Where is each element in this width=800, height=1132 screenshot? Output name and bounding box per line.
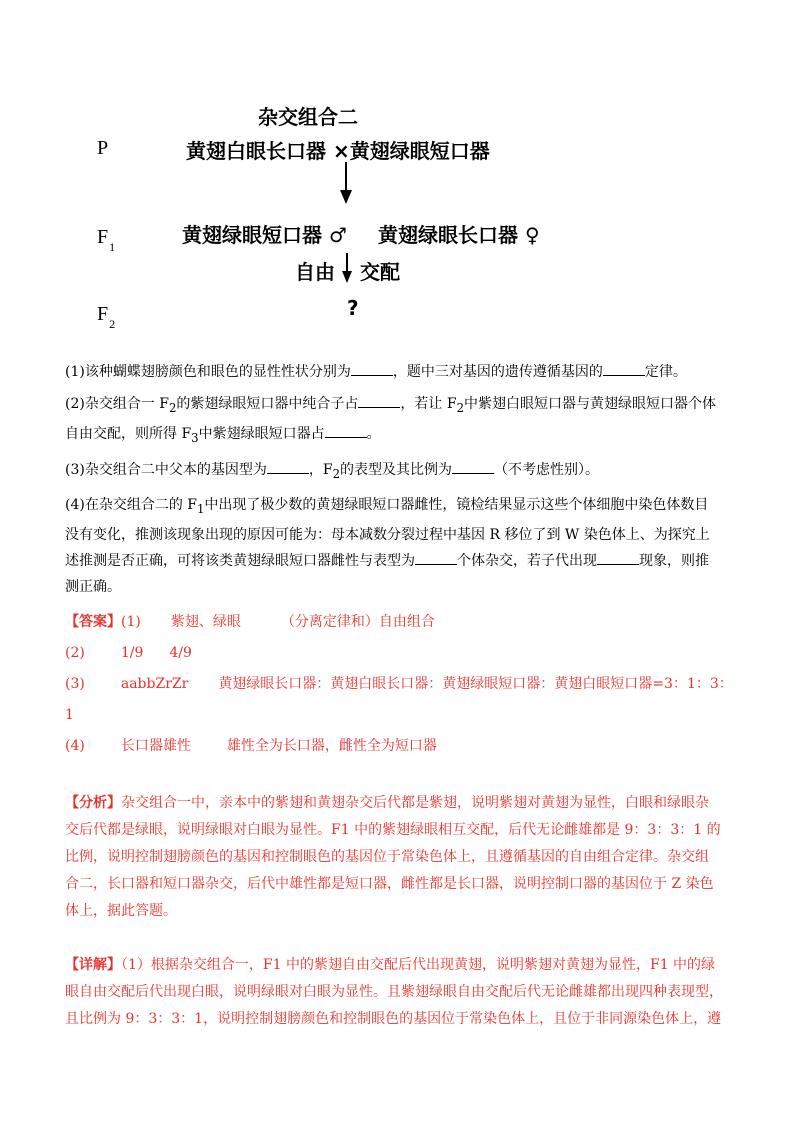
cross-title: 杂交组合二: [258, 105, 358, 129]
answer-section: [65, 607, 745, 762]
down-arrow-icon: [341, 253, 353, 283]
answer-value: 4/9: [169, 645, 192, 661]
question-4-cont: [65, 522, 745, 548]
answer-value: 1/9: [120, 645, 144, 661]
subscript: 2: [332, 466, 340, 481]
answer-number: (1): [121, 614, 141, 630]
question-text: 自由交配，则所得 F: [65, 425, 192, 442]
answer-number: (2): [65, 645, 85, 661]
parent-cross: 黄翅白眼长口器 ×黄翅绿眼短口器: [186, 139, 490, 163]
detail-text: 眼自由交配后代出现白眼，说明绿眼对白眼为显性。且紫翅绿眼自由交配后代无论雌雄都出现四种表现型，: [65, 984, 723, 1000]
analysis-text: 合二，长口器和短口器杂交，后代中雄性都是短口器，雌性都是长口器，说明控制口器的基因位于 Z 染色: [65, 876, 714, 892]
question-text: 述推测是否正确，可将该类黄翅绿眼短口器雌性与表型为: [65, 553, 415, 570]
answer-value: 雄性全为长口器，雌性全为短口器: [226, 738, 437, 754]
question-4-cont: [65, 574, 745, 600]
analysis-section: [65, 790, 745, 925]
subscript: 2: [169, 400, 177, 415]
generation-p-label: P: [97, 137, 109, 159]
question-2: [65, 391, 745, 421]
answer-line-3: [65, 669, 745, 700]
subscript: 1: [197, 502, 205, 517]
answer-blank: [597, 550, 639, 565]
question-text: 的表型及其比例为: [339, 461, 452, 478]
question-3: [65, 457, 745, 487]
f1-female: 黄翅绿眼长口器 ♀: [378, 223, 540, 247]
answer-value: 黄翅绿眼长口器：黄翅白眼长口器：黄翅绿眼短口器：黄翅白眼短口器=3：1：3：: [218, 676, 733, 692]
answer-blank: [351, 361, 393, 376]
question-text: 没有变化，推测该现象出现的原因可能为：母本减数分裂过程中基因 R 移位了到 W 染色体上、为探究上: [65, 527, 710, 544]
questions: [65, 359, 745, 600]
answer-blank: [267, 459, 309, 474]
answer-blank: [325, 423, 367, 438]
detail-line: [65, 952, 745, 979]
generation-f1-label: $F_1$: [97, 226, 116, 254]
question-text: (1)该种蝴蝶翅膀颜色和眼色的显性性状分别为: [65, 364, 351, 380]
analysis-label: 【分析】: [65, 795, 121, 811]
question-4: [65, 492, 745, 522]
question-text: 。: [366, 425, 381, 442]
question-text: 中紫翅白眼短口器与黄翅绿眼短口器个体: [464, 396, 717, 412]
analysis-line: [65, 817, 745, 844]
question-text: (2)杂交组合一 F: [65, 396, 169, 412]
question-text: (3)杂交组合二中父本的基因型为: [65, 461, 267, 478]
answer-line-1: [65, 607, 745, 638]
answer-value: aabbZrZr: [120, 676, 189, 692]
analysis-line: [65, 844, 745, 871]
answer-line-3-cont: [65, 700, 745, 731]
question-text: ，F: [308, 461, 333, 478]
question-text: 中出现了极少数的黄翅绿眼短口器雌性，镜检结果显示这些个体细胞中染色体数目: [204, 497, 709, 514]
question-text: 个体杂交，若子代出现: [457, 553, 597, 570]
analysis-text: 比例，说明控制翅膀颜色的基因和控制眼色的基因位于常染色体上，且遵循基因的自由组合定律。杂交组: [65, 849, 709, 865]
answer-value: 紫翅、绿眼: [170, 614, 241, 630]
analysis-text: 交后代都是绿眼，说明绿眼对白眼为显性。F1 中的紫翅绿眼相互交配，后代无论雌雄都是 9：3：3：1 的: [65, 822, 721, 838]
answer-blank: [452, 459, 494, 474]
question-text: ，题中三对基因的遗传遵循基因的: [392, 364, 603, 380]
detail-line: [65, 979, 745, 1006]
question-text: ，若让 F: [400, 396, 457, 412]
answer-value: 1: [65, 707, 74, 723]
question-text: 中紫翅绿眼短口器占: [198, 425, 325, 442]
question-text: 定律。: [644, 364, 687, 380]
answer-value: 长口器雄性: [120, 738, 191, 754]
answer-line-4: [65, 731, 745, 762]
detail-text: 且比例为 9：3：3：1，说明控制翅膀颜色和控制眼色的基因位于常染色体上，且位于非同源染色体上，遵: [65, 1011, 722, 1027]
answer-blank: [358, 393, 400, 408]
f1-male: 黄翅绿眼短口器 ♂: [182, 223, 347, 247]
analysis-line: [65, 790, 745, 817]
answer-label: 【答案】: [65, 614, 121, 630]
generation-f2-label: $F_2$: [97, 303, 116, 331]
question-text: (4)在杂交组合二的 F: [65, 497, 197, 514]
analysis-text: 杂交组合一中，亲本中的紫翅和黄翅杂交后代都是紫翅，说明紫翅对黄翅为显性，白眼和绿眼杂: [121, 795, 709, 811]
analysis-line: [65, 898, 745, 925]
answer-line-2: [65, 638, 745, 669]
answer-number: (3): [65, 676, 85, 692]
detail-line: [65, 1006, 745, 1033]
analysis-text: 体上，据此答题。: [65, 903, 177, 919]
cross-method-right: 交配: [360, 260, 400, 284]
question-text: 测正确。: [65, 579, 121, 596]
cross-method-left: 自由: [295, 260, 335, 284]
down-arrow-icon: [338, 162, 354, 204]
question-text: 现象，则推: [639, 553, 709, 570]
answer-blank: [415, 550, 457, 565]
subscript: 2: [456, 400, 465, 415]
answer-blank: [603, 361, 645, 376]
analysis-line: [65, 871, 745, 898]
subscript: 3: [191, 430, 199, 445]
detail-label: 【详解】: [65, 957, 121, 973]
question-2-cont: [65, 421, 745, 451]
question-text: （不考虑性别）。: [493, 461, 599, 478]
answer-number: (4): [65, 738, 85, 754]
detail-text: （1）根据杂交组合一，F1 中的紫翅自由交配后代出现黄翅，说明紫翅对黄翅为显性，F1 中的绿: [121, 957, 716, 973]
question-4-cont: [65, 548, 745, 574]
question-1: [65, 359, 745, 385]
f2-unknown: ?: [347, 296, 359, 320]
question-text: 的紫翅绿眼短口器中纯合子占: [176, 396, 359, 412]
answer-value: （分离定律和）自由组合: [280, 614, 435, 630]
detail-section: [65, 952, 745, 1033]
